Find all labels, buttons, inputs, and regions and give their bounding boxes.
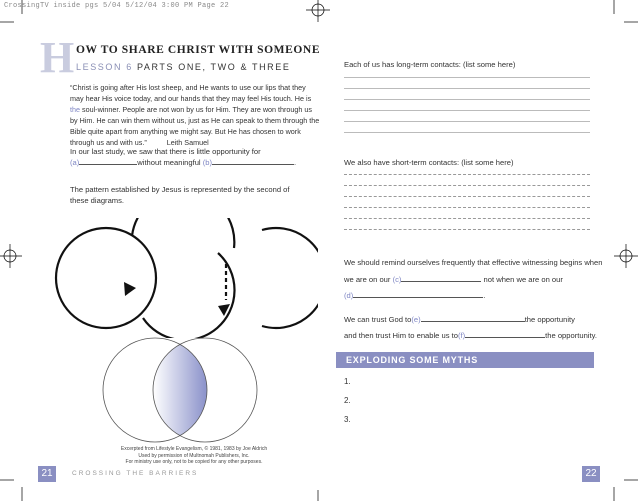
lesson-subtitle <box>76 62 291 72</box>
blank-d-label: (d) <box>344 291 354 300</box>
myth-item-3: 3. <box>344 415 351 424</box>
remind-2b: not when we are on our <box>483 275 563 284</box>
short-term-line[interactable] <box>344 229 590 230</box>
quote-part1: “Christ is going after His lost sheep, and He wants to use our lips that they may hear His voice today, and our hands that they may feel His touch. He is <box>70 83 312 103</box>
short-term-line[interactable] <box>344 207 590 208</box>
three-circles-diagram <box>48 218 318 338</box>
last-study-intro: In our last study, we saw that there is little opportunity for <box>70 147 261 156</box>
venn-diagram <box>100 334 260 446</box>
trust-1b: the opportunity <box>524 315 575 324</box>
credit-line-2: Used by permission of Multnomah Publishers, Inc. <box>138 452 250 459</box>
blank-f[interactable] <box>465 330 545 338</box>
credit-note <box>104 446 284 466</box>
blank-a[interactable] <box>79 157 137 165</box>
header-initial: H <box>40 33 75 82</box>
remind-line-1: We should remind ourselves frequently that effective witnessing begins when <box>344 258 603 267</box>
remind-line-3: (d) . <box>344 291 486 300</box>
myth-item-1: 1. <box>344 377 351 386</box>
blank-b-label: (b) <box>202 158 213 167</box>
short-term-line[interactable] <box>344 196 590 197</box>
blank-d[interactable] <box>353 290 483 298</box>
blank-f-label: (f) <box>457 331 466 340</box>
short-term-line[interactable] <box>344 218 590 219</box>
short-term-line[interactable] <box>344 174 590 175</box>
page-title: OW TO SHARE CHRIST WITH SOMEONE <box>76 44 321 56</box>
right-page-number: 22 <box>582 466 600 482</box>
myths-banner: EXPLODING SOME MYTHS <box>336 352 594 368</box>
blank-c[interactable] <box>401 274 481 282</box>
short-term-prompt: We also have short-term contacts: (list some here) <box>344 158 514 167</box>
trust-line-2 <box>344 330 597 340</box>
long-term-line[interactable] <box>344 99 590 100</box>
quote-the: the <box>70 105 80 114</box>
trust-line-1 <box>344 314 575 324</box>
quote-author: Leith Samuel <box>166 138 209 147</box>
pattern-paragraph: The pattern established by Jesus is represented by the second of these diagrams. <box>70 185 290 205</box>
printer-slug: CrossingTV inside pgs 5/04 5/12/04 3:00 PM Page 22 <box>4 2 230 10</box>
long-term-line[interactable] <box>344 132 590 133</box>
long-term-line[interactable] <box>344 121 590 122</box>
blank-a-label: (a) <box>70 158 80 167</box>
blank-b[interactable] <box>212 157 294 165</box>
long-term-line[interactable] <box>344 88 590 89</box>
myth-item-2: 2. <box>344 396 351 405</box>
blank-e[interactable] <box>421 314 525 322</box>
long-term-line[interactable] <box>344 77 590 78</box>
credit-line-1: Excerpted from Lifestyle Evangelism, © 1981, 1983 by Joe Aldrich <box>120 446 268 452</box>
blank-e-label: (e) <box>411 315 421 324</box>
long-term-line[interactable] <box>344 110 590 111</box>
credit-line-3: For ministry use only, not to be copied for any other purposes. <box>125 459 263 465</box>
left-page-number: 21 <box>38 466 56 482</box>
running-title: CROSSING THE BARRIERS <box>72 470 199 477</box>
trust-2b: the opportunity. <box>545 331 597 340</box>
remind-line-2 <box>344 274 563 284</box>
short-term-line[interactable] <box>344 185 590 186</box>
remind-2a: we are on our <box>344 275 391 284</box>
lesson-label: LESSON 6 <box>76 62 133 72</box>
quote-block <box>70 82 320 148</box>
quote-part2: soul-winner. People are not won by us for Him. They are won through us by Him. He can win them without us, just as He can speak to them through the Bible quite apart from anything we might say. But He has chosen to work through us and with us.” <box>70 105 320 147</box>
last-study-paragraph: In our last study, we saw that there is little opportunity for (a) without meaningful (b) . <box>70 147 297 167</box>
trust-2a: and then trust Him to enable us to <box>344 331 458 340</box>
trust-1a: We can trust God to <box>344 315 412 324</box>
blank-c-label: (c) <box>392 275 402 284</box>
lesson-parts: PARTS ONE, TWO & THREE <box>136 62 291 72</box>
long-term-prompt: Each of us has long-term contacts: (list some here) <box>344 60 516 69</box>
last-study-middle: without meaningful <box>137 158 201 167</box>
